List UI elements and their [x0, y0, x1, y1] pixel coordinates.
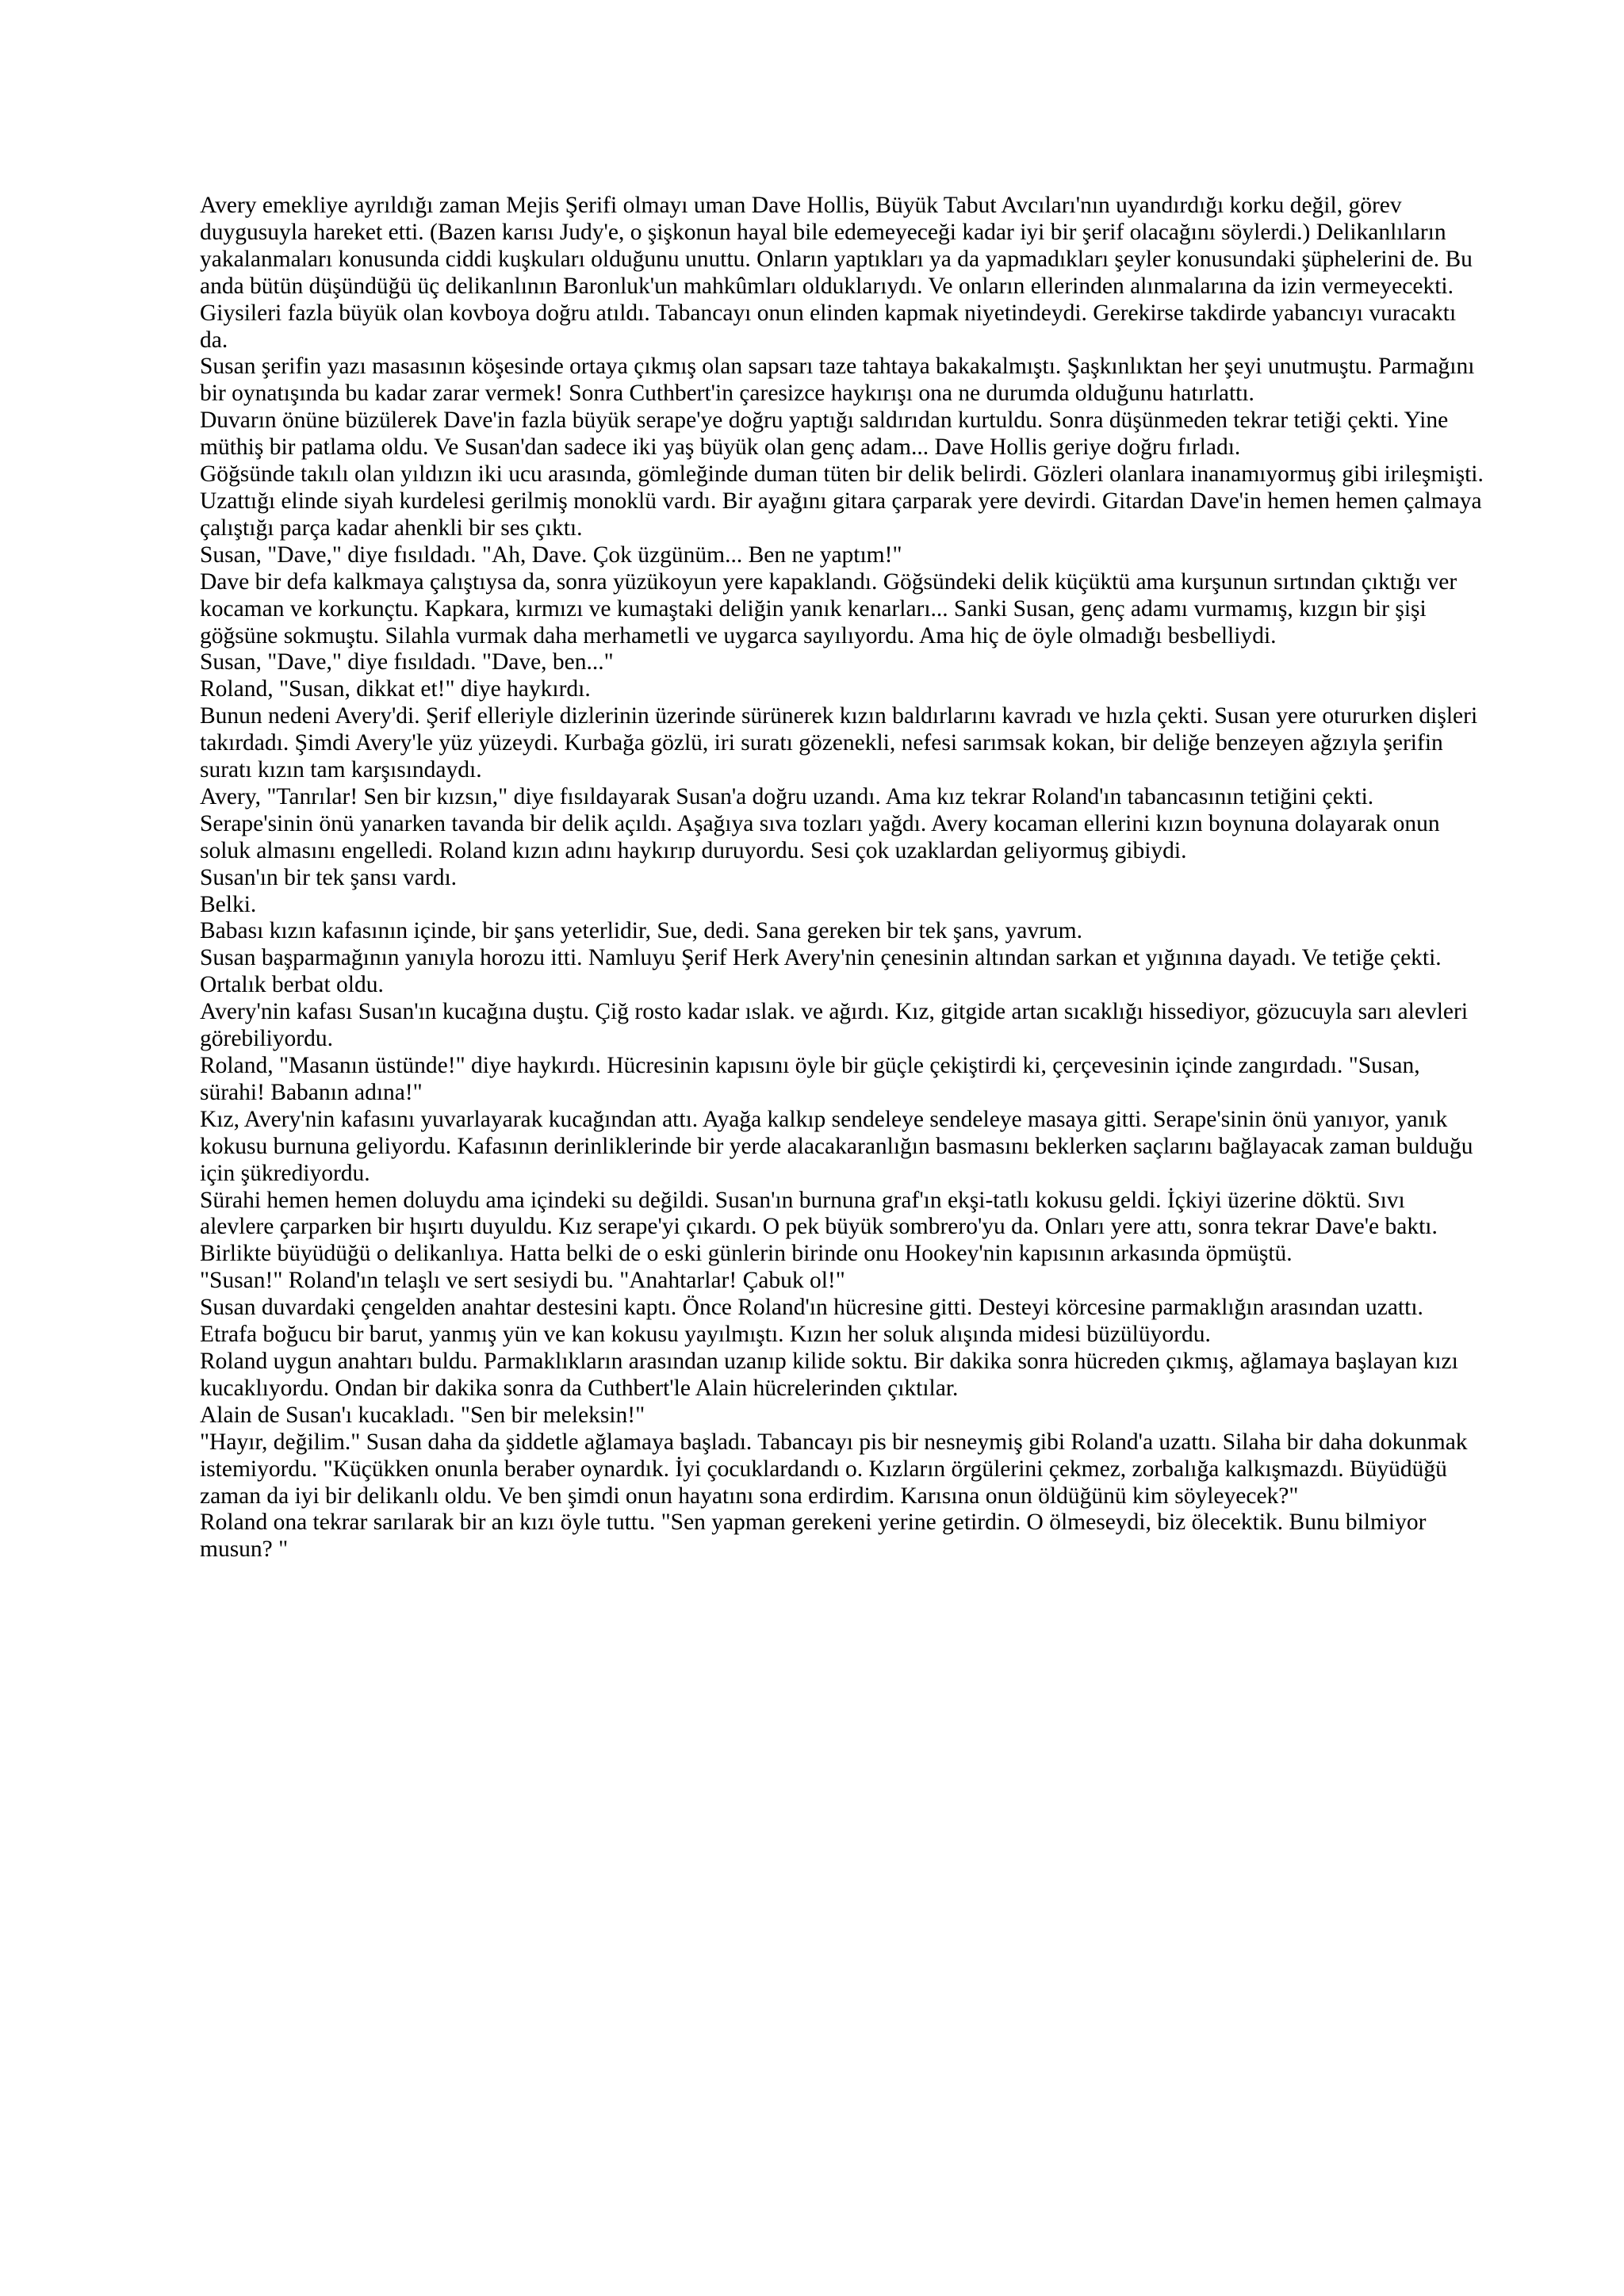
paragraph: Susan, "Dave," diye fısıldadı. "Dave, ben..."	[200, 649, 614, 675]
document-page	[200, 193, 1484, 1563]
paragraph: Belki.	[200, 891, 257, 917]
paragraph: Roland ona tekrar sarılarak bir an kızı öyle tuttu. "Sen yapman gerekeni yerine getirdin. O ölmeseydi, biz ölecektik. Bunu bilmiyor musun? "	[200, 1510, 1427, 1563]
paragraph: Roland, "Masanın üstünde!" diye haykırdı. Hücresinin kapısını öyle bir güçle çekiştirdi ki, çerçevesinin içinde zangırdadı. "Susan, sürahi! Babanın adına!"	[200, 1053, 1420, 1105]
paragraph: Susan duvardaki çengelden anahtar destesini kaptı. Önce Roland'ın hücresine gitti. Desteyi körcesine parmaklığın arasından uzattı. Etrafa boğucu bir barut, yanmış yün ve kan kokusu yayılmıştı. Kızın her soluk alışında midesi büzülüyordu.	[200, 1295, 1423, 1348]
paragraph: Susan başparmağının yanıyla horozu itti. Namluyu Şerif Herk Avery'nin çenesinin altından sarkan et yığınına dayadı. Ve tetiğe çekti.	[200, 945, 1442, 971]
paragraph: Avery emekliye ayrıldığı zaman Mejis Şerifi olmayı uman Dave Hollis, Büyük Tabut Avcıları'nın uyandırdığı korku değil, görev duygusuyla hareket etti. (Bazen karısı Judy'e, o şişkonun hayal bile edemeyeceği kadar iyi bir şerif olacağını söylerdi.) Delikanlıların yakalanmaları konusunda ciddi kuşkuları olduğunu unuttu. Onların yaptıkları ya da yapmadıkları şeyler konusundaki şüphelerini de. Bu anda bütün düşündüğü üç delikanlının Baronluk'un mahkûmları olduklarıydı. Ve onların ellerinden alınmalarına da izin vermeyecekti.	[200, 193, 1473, 299]
paragraph: Roland, "Susan, dikkat et!" diye haykırdı.	[200, 676, 591, 702]
paragraph: Göğsünde takılı olan yıldızın iki ucu arasında, gömleğinde duman tüten bir delik belirdi. Gözleri olanlara inanamıyormuş gibi irileşmişti. Uzattığı elinde siyah kurdelesi gerilmiş monoklü vardı. Bir ayağını gitara çarparak yere devirdi. Gitardan Dave'in hemen hemen çalmaya çalıştığı parça kadar ahenkli bir ses çıktı.	[200, 461, 1484, 541]
paragraph: Giysileri fazla büyük olan kovboya doğru atıldı. Tabancayı onun elinden kapmak niyetindeydi. Gerekirse takdirde yabancıyı vuracaktı da.	[200, 300, 1457, 353]
paragraph: "Susan!" Roland'ın telaşlı ve sert sesiydi bu. "Anahtarlar! Çabuk ol!"	[200, 1268, 845, 1294]
paragraph: Duvarın önüne büzülerek Dave'in fazla büyük serape'ye doğru yaptığı saldırıdan kurtuldu. Sonra düşünmeden tekrar tetiği çekti. Yine müthiş bir patlama oldu. Ve Susan'dan sadece iki yaş büyük olan genç adam... Dave Hollis geriye doğru fırladı.	[200, 408, 1449, 461]
paragraph: Avery, "Tanrılar! Sen bir kızsın," diye fısıldayarak Susan'a doğru uzandı. Ama kız tekrar Roland'ın tabancasının tetiğini çekti. Serape'sinin önü yanarken tavanda bir delik açıldı. Aşağıya sıva tozları yağdı. Avery kocaman ellerini kızın boynuna dolayarak onun soluk almasını engelledi. Roland kızın adını haykırıp duruyordu. Sesi çok uzaklardan geliyormuş gibiydi.	[200, 783, 1440, 863]
paragraph: Ortalık berbat oldu.	[200, 972, 384, 998]
paragraph: Susan şerifin yazı masasının köşesinde ortaya çıkmış olan sapsarı taze tahtaya bakakalmıştı. Şaşkınlıktan her şeyi unutmuştu. Parmağını bir oynatışında bu kadar zarar vermek! Sonra Cuthbert'in çaresizce haykırışı ona ne durumda olduğunu hatırlattı.	[200, 354, 1475, 407]
paragraph: Susan'ın bir tek şansı vardı.	[200, 864, 458, 890]
paragraph: "Hayır, değilim." Susan daha da şiddetle ağlamaya başladı. Tabancayı pis bir nesneymiş gibi Roland'a uzattı. Silaha bir daha dokunmak istemiyordu. "Küçükken onunla beraber oynardık. İyi çocuklardandı o. Kızların örgülerini çekmez, zorbalığa kalkışmazdı. Büyüdüğü zaman da iyi bir delikanlı oldu. Ve ben şimdi onun hayatını sona erdirdim. Karısına onun öldüğünü kim söyleyecek?"	[200, 1429, 1468, 1509]
paragraph: Alain de Susan'ı kucakladı. "Sen bir meleksin!"	[200, 1402, 645, 1428]
paragraph: Sürahi hemen hemen doluydu ama içindeki su değildi. Susan'ın burnuna graf'ın ekşi-tatlı kokusu geldi. İçkiyi üzerine döktü. Sıvı alevlere çarparken bir hışırtı duyuldu. Kız serape'yi çıkardı. O pek büyük sombrero'yu da. Onları yere attı, sonra tekrar Dave'e baktı. Birlikte büyüdüğü o delikanlıya. Hatta belki de o eski günlerin birinde onu Hookey'nin kapısının arkasında öpmüştü.	[200, 1187, 1438, 1267]
paragraph: Dave bir defa kalkmaya çalıştıysa da, sonra yüzükoyun yere kapaklandı. Göğsündeki delik küçüktü ama kurşunun sırtından çıktığı ver kocaman ve korkunçtu. Kapkara, kırmızı ve kumaştaki deliğin yanık kenarları... Sanki Susan, genç adamı vurmamış, kızgın bir şişi göğsüne sokmuştu. Silahla vurmak daha merhametli ve uygarca sayılıyordu. Ama hiç de öyle olmadığı besbelliydi.	[200, 568, 1457, 649]
paragraph: Avery'nin kafası Susan'ın kucağına duştu. Çiğ rosto kadar ıslak. ve ağırdı. Kız, gitgide artan sıcaklığı hissediyor, gözucuyla sarı alevleri görebiliyordu.	[200, 999, 1469, 1052]
paragraph: Roland uygun anahtarı buldu. Parmaklıkların arasından uzanıp kilide soktu. Bir dakika sonra hücreden çıkmış, ağlamaya başlayan kızı kucaklıyordu. Ondan bir dakika sonra da Cuthbert'le Alain hücrelerinden çıktılar.	[200, 1348, 1458, 1401]
paragraph: Kız, Avery'nin kafasını yuvarlayarak kucağından attı. Ayağa kalkıp sendeleye sendeleye masaya gitti. Serape'sinin önü yanıyor, yanık kokusu burnuna geliyordu. Kafasının derinliklerinde bir yerde alacakaranlığın basmasını beklerken saçlarını bağlayacak zaman bulduğu için şükrediyordu.	[200, 1106, 1473, 1186]
paragraph: Susan, "Dave," diye fısıldadı. "Ah, Dave. Çok üzgünüm... Ben ne yaptım!"	[200, 541, 902, 568]
paragraph: Bunun nedeni Avery'di. Şerif elleriyle dizlerinin üzerinde sürünerek kızın baldırlarını kavradı ve hızla çekti. Susan yere otururken dişleri takırdadı. Şimdi Avery'le yüz yüzeydi. Kurbağa gözlü, iri suratı gözenekli, nefesi sarımsak kokan, bir deliğe benzeyen ağzıyla şerifin suratı kızın tam karşısındaydı.	[200, 703, 1478, 783]
paragraph: Babası kızın kafasının içinde, bir şans yeterlidir, Sue, dedi. Sana gereken bir tek şans, yavrum.	[200, 918, 1082, 944]
